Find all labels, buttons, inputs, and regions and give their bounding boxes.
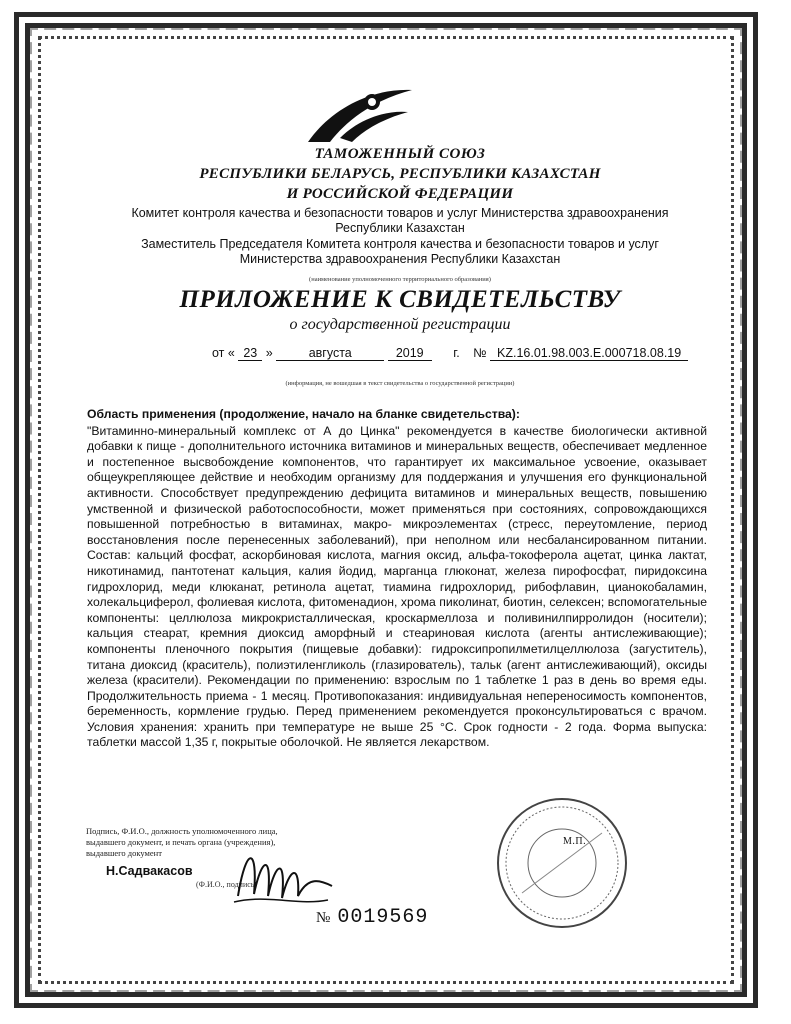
official-seal-icon — [492, 793, 632, 933]
reg-number: KZ.16.01.98.003.E.000718.08.19 — [490, 346, 688, 361]
signer-name: Н.Садвакасов — [106, 864, 193, 878]
date-year-suffix: г. — [453, 346, 460, 360]
signature-caption-line2: выдавшего документ, и печать органа (учреждения), — [86, 837, 276, 847]
info-caption: (информация, не вошедшая в текст свидетельства о государственной регистрации) — [285, 380, 515, 387]
body-lead: Область применения (продолжение, начало на бланке свидетельства): — [87, 407, 520, 421]
date-day: 23 — [238, 346, 262, 361]
date-year: 2019 — [388, 346, 432, 361]
header-union: ТАМОЖЕННЫЙ СОЮЗ — [314, 146, 486, 162]
date-prefix: от « — [212, 346, 235, 360]
org-caption: (наименование уполномоченного территориального образования) — [309, 276, 491, 283]
form-number-value: 0019569 — [337, 906, 429, 929]
form-number-prefix: № — [316, 910, 332, 926]
header-org-line4: Министерства здравоохранения Республики Казахстан — [239, 252, 561, 266]
body-text: "Витаминно-минеральный комплекс от А до Цинка" рекомендуется в качестве биологически активной добавки к пище - дополнительного источника витаминов и минеральных веществ, обеспечивает медленное и постепенное высвобождение компонентов, что гарантирует их максимальное усвоение, оказывает общеукрепляющее действие и необходим организму для поддержания и улучшения его функциональной активности. Способствует предупреждению дефицита витаминов и минеральных веществ, повышению умственной и физической работоспособности, может применяться при состояниях, сопровождающихся повышенной потребностью в витаминах, макро- микроэлементах (стресс, переутомление, период восстановления после перенесенных заболеваний), при неполном или несбалансированном питании. Состав: кальций фосфат, аскорбиновая кислота, магния оксид, альфа-токоферола ацетат, цинка лактат, никотинамид, пантотенат кальция, калия йодид, марганца глюконат, железа пирофосфат, пиридоксина гидрохлорид, меди клюканат, ретинола ацетат, тиамина гидрохлорид, рибофлавин, цианокобаламин, холекальциферол, фолиевая кислота, фитоменадион, хрома пиколинат, биотин, селексен; вспомогательные компоненты: целлюлоза микрокристаллическая, кроскармеллоза и поливинилпирролидон (носители); кальция стеарат, кремния диоксид аморфный и стеариновая кислота (агенты антислеживающие); компоненты пленочного покрытия (пищевые добавки): гидроксипропилметилцеллюлоза (загуститель), титана диоксид (краситель), полиэтиленгликоль (глазирователь), тальк (агент антислеживающий), оксиды железа (красители). Рекомендации по применению: взрослым по 1 таблетке 1 раз в день во время еды. Продолжительность приема - 1 месяц. Противопоказания: индивидуальная непереносимость компонентов, беременность, кормление грудью. Перед применением рекомендуется проконсультироваться с врачом. Условия хранения: хранить при температуре не выше 25 °С. Срок годности - 2 года. Форма выпуска: таблетки массой 1,35 г, покрытые оболочкой. Не является лекарством. — [87, 423, 707, 750]
body-section — [87, 407, 707, 751]
header-republics-line2: И РОССИЙСКОЙ ФЕДЕРАЦИИ — [286, 186, 514, 202]
document-subtitle: о государственной регистрации — [289, 316, 511, 333]
signature-caption-line1: Подпись, Ф.И.О., должность уполномоченного лица, — [86, 826, 278, 836]
date-month: августа — [276, 346, 384, 361]
reg-number-label: № — [473, 346, 487, 360]
form-number — [316, 906, 428, 929]
header-org-line3: Заместитель Председателя Комитета контроля качества и безопасности товаров и услуг — [141, 237, 659, 251]
signer-name-caption: (Ф.И.О., подпись) — [196, 880, 258, 889]
document-title: ПРИЛОЖЕНИЕ К СВИДЕТЕЛЬСТВУ — [179, 286, 621, 313]
header-org-line2: Республики Казахстан — [335, 221, 465, 235]
header-org-line1: Комитет контроля качества и безопасности товаров и услуг Министерства здравоохранения — [131, 206, 669, 220]
customs-union-emblem-icon — [300, 80, 420, 150]
date-line — [212, 346, 688, 361]
handwritten-signature-icon — [228, 836, 338, 916]
signature-caption-line3: выдавшего документ — [86, 848, 162, 858]
date-day-suffix: » — [265, 346, 273, 360]
seal-label: М.П. — [563, 836, 587, 847]
header-republics-line1: РЕСПУБЛИКИ БЕЛАРУСЬ, РЕСПУБЛИКИ КАЗАХСТАН — [199, 166, 601, 182]
